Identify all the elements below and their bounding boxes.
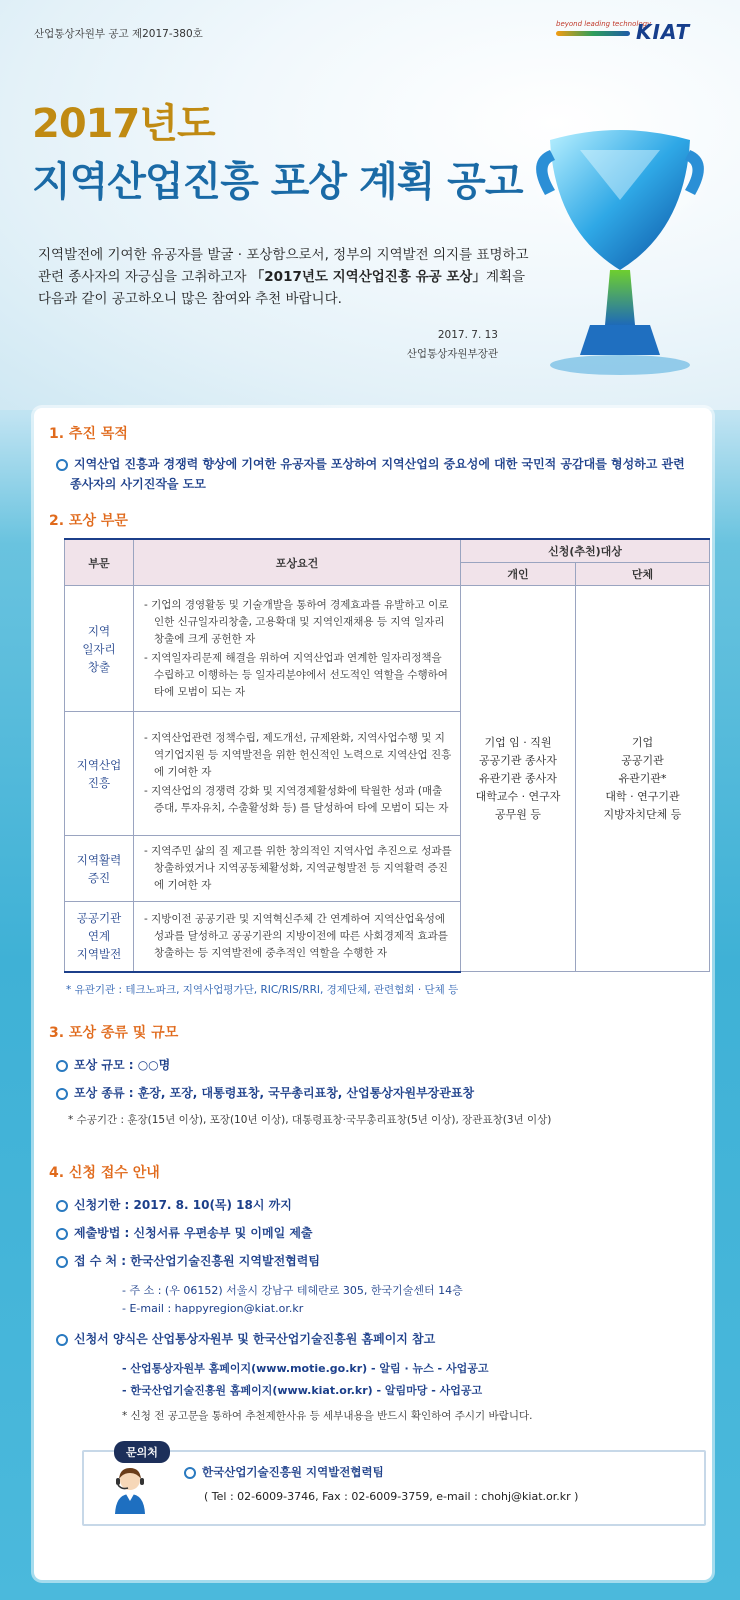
receiver-address: - 주 소 : (우 06152) 서울시 강남구 테헤란로 305, 한국기술센터 14층 — [122, 1284, 463, 1297]
group-target-cell: 기업 공공기관 유관기관* 대학 · 연구기관 지방자치단체 등 — [576, 586, 710, 972]
requirement-cell: - 지역산업관련 정책수립, 제도개선, 규제완화, 지역사업수행 및 지역기업지원 등 지역발전을 위한 헌신적인 노력으로 지역산업 진흥에 기여한 자 - 지역산업의 경쟁력 강화 및 지역경제활성화에 탁월한 성과 (매출증대, 투자유치, 수출활성화 등) 를 달성하여 타에 모범이 되는 자 — [134, 712, 461, 836]
purpose-item: 지역산업 진흥과 경쟁력 향상에 기여한 유공자를 포상하여 지역산업의 중요성에 대한 국민적 공감대를 형성하고 관련 종사자의 사기진작을 도모 — [56, 454, 696, 494]
section-title: 4. 신청 접수 안내 — [49, 1165, 160, 1181]
section-title: 3. 포상 종류 및 규모 — [49, 1025, 179, 1041]
call-center-agent-icon — [110, 1466, 150, 1514]
table-header-requirements: 포상요건 — [134, 539, 461, 586]
category-cell: 공공기관 연계 지역발전 — [65, 902, 134, 972]
apply-note: * 신청 전 공고문을 통하여 추천제한사유 등 세부내용을 반드시 확인하여 주시기 바랍니다. — [122, 1410, 533, 1422]
forms-link-kiat[interactable]: - 한국산업기술진흥원 홈페이지(www.kiat.or.kr) - 알림마당 - 사업공고 — [122, 1384, 483, 1397]
bullet-icon — [184, 1467, 196, 1479]
table-header-target: 신청(추천)대상 — [461, 539, 710, 563]
forms-link-motie[interactable]: - 산업통상자원부 홈페이지(www.motie.go.kr) - 알림 · 뉴스 - 사업공고 — [122, 1362, 489, 1375]
notice-card — [34, 408, 712, 1580]
section-title: 1. 추진 목적 — [49, 426, 128, 442]
apply-deadline: 신청기한 : 2017. 8. 10(목) 18시 까지 — [56, 1196, 292, 1213]
page-title: 지역산업진흥 포상 계획 공고 — [32, 159, 523, 205]
bullet-icon — [56, 1200, 68, 1212]
notice-number: 산업통상자원부 공고 제2017-380호 — [34, 28, 203, 40]
bullet-icon — [56, 1228, 68, 1240]
trophy-icon — [520, 120, 720, 400]
issue-date-block — [380, 326, 498, 364]
category-cell: 지역산업 진흥 — [65, 712, 134, 836]
requirement-cell: - 기업의 경영활동 및 기술개발을 통하여 경제효과를 유발하고 이로 인한 신규일자리창출, 고용확대 및 지역인재채용 등 지역 일자리 창출에 크게 공헌한 자 - 지역일자리문제 해결을 위하여 지역산업과 연계한 일자리정책을 수립하고 이행하는 등 일자리분야에서 선도적인 역할을 수행하여 타에 모범이 되는 자 — [134, 586, 461, 712]
issue-date: 2017. 7. 13 — [437, 329, 498, 341]
table-header-group: 단체 — [576, 563, 710, 586]
table-footnote: * 유관기관 : 테크노파크, 지역사업평가단, RIC/RIS/RRI, 경제단체, 관련협회 · 단체 등 — [66, 984, 459, 996]
table-row — [65, 586, 710, 712]
logo-text: KIAT — [636, 20, 691, 44]
logo-swoosh — [556, 31, 630, 36]
apply-receiver: 접 수 처 : 한국산업기술진흥원 지역발전협력팀 — [56, 1252, 320, 1269]
apply-forms: 신청서 양식은 산업통상자원부 및 한국산업기술진흥원 홈페이지 참고 — [56, 1330, 435, 1347]
bullet-icon — [56, 1256, 68, 1268]
intro-paragraph — [38, 244, 538, 310]
individual-target-cell: 기업 임 · 직원 공공기관 종사자 유관기관 종사자 대학교수 · 연구자 공무원 등 — [461, 586, 576, 972]
issuer: 산업통상자원부장관 — [406, 348, 498, 360]
contact-team: 한국산업기술진흥원 지역발전협력팀 — [184, 1464, 384, 1480]
requirement-cell: - 지방이전 공공기관 및 지역혁신주체 간 연계하여 지역산업육성에 성과를 달성하고 공공기관의 지방이전에 따른 사회경제적 효과를 창출하는 등 지역발전에 중추적인 역할을 수행한 자 — [134, 902, 461, 972]
award-scale: 포상 규모 : ○○명 — [56, 1056, 170, 1073]
section-title: 2. 포상 부문 — [49, 513, 128, 529]
intro-line: 지역발전에 기여한 유공자를 발굴 · 포상함으로서, 정부의 지역발전 의지를 표명하고 — [38, 247, 529, 263]
contact-box — [82, 1450, 706, 1526]
category-cell: 지역활력 증진 — [65, 836, 134, 902]
table-header-category: 부문 — [65, 539, 134, 586]
award-types: 포상 종류 : 훈장, 포장, 대통령표창, 국무총리표창, 산업통상자원부장관표창 — [56, 1084, 474, 1101]
award-note: * 수공기간 : 훈장(15년 이상), 포장(10년 이상), 대통령표창·국무총리표창(5년 이상), 장관표창(3년 이상) — [68, 1114, 552, 1126]
contact-tag: 문의처 — [114, 1441, 170, 1463]
receiver-email[interactable]: - E-mail : happyregion@kiat.or.kr — [122, 1302, 304, 1315]
intro-line: 다음과 같이 공고하오니 많은 참여와 추천 바랍니다. — [38, 291, 342, 307]
contact-phones: ( Tel : 02-6009-3746, Fax : 02-6009-3759, e-mail : chohj@kiat.or.kr ) — [204, 1490, 579, 1503]
table-header-individual: 개인 — [461, 563, 576, 586]
bullet-icon — [56, 1334, 68, 1346]
bullet-icon — [56, 1088, 68, 1100]
logo-tagline: beyond leading technology — [556, 20, 652, 28]
award-category-table — [64, 538, 710, 973]
apply-method: 제출방법 : 신청서류 우편송부 및 이메일 제출 — [56, 1224, 313, 1241]
bullet-icon — [56, 459, 68, 471]
intro-line: 관련 종사자의 자긍심을 고취하고자 「2017년도 지역산업진흥 유공 포상」계획을 — [38, 269, 526, 285]
title-year: 2017년도 — [32, 101, 215, 147]
kiat-logo — [556, 20, 706, 44]
category-cell: 지역 일자리 창출 — [65, 586, 134, 712]
bullet-icon — [56, 1060, 68, 1072]
requirement-cell: - 지역주민 삶의 질 제고를 위한 창의적인 지역사업 추진으로 성과를 창출하였거나 지역공동체활성화, 지역균형발전 등 지역활력 증진에 기여한 자 — [134, 836, 461, 902]
